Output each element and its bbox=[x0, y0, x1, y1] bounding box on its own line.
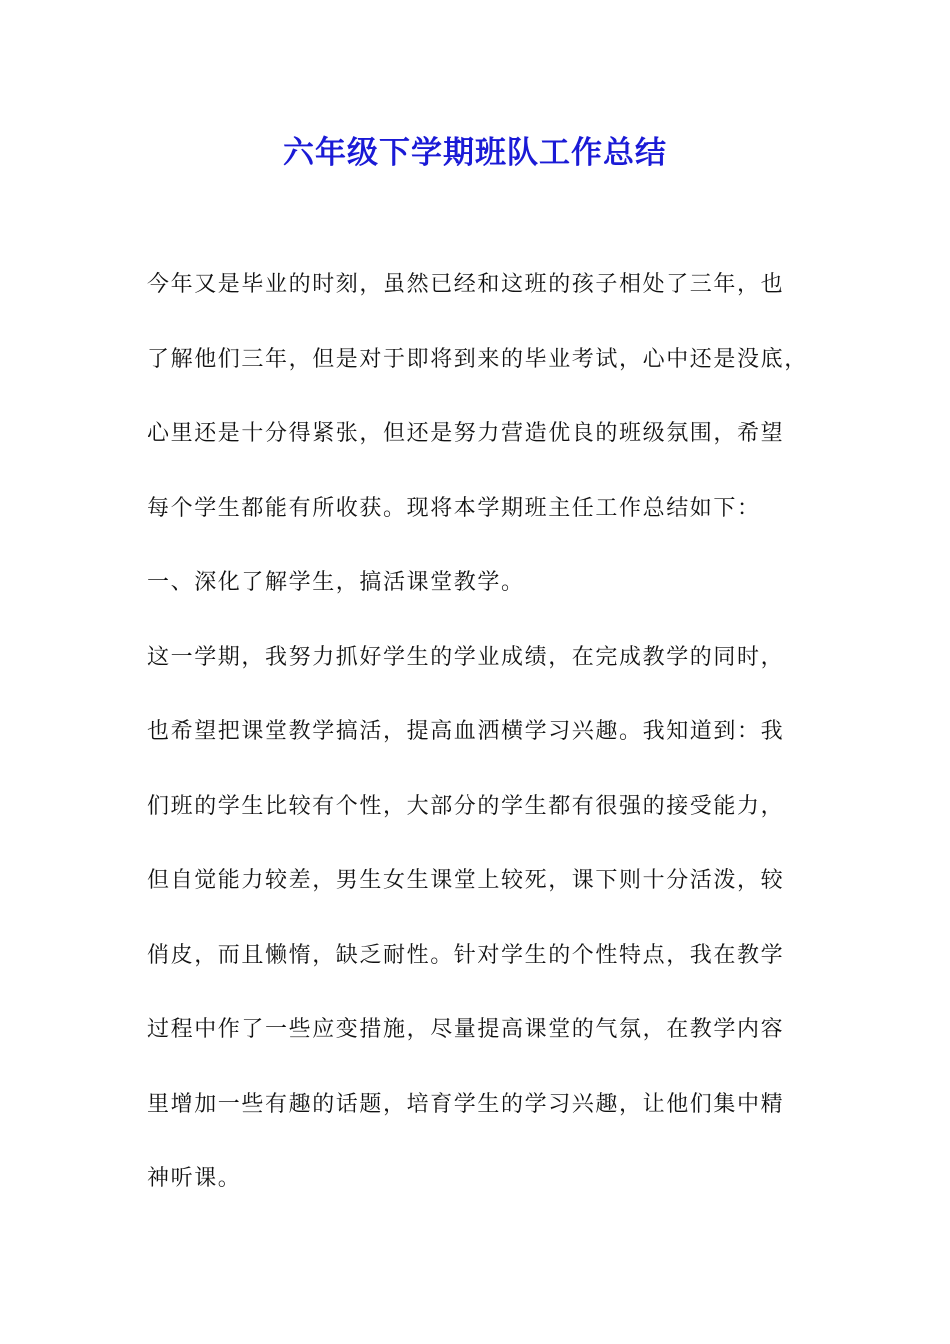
body-line: 了解他们三年，但是对于即将到来的毕业考试，心中还是没底， bbox=[147, 346, 808, 372]
body-line: 过程中作了一些应变措施，尽量提高课堂的气氛，在教学内容 bbox=[147, 1017, 785, 1042]
body-line: 里增加一些有趣的话题，培育学生的学习兴趣，让他们集中精 bbox=[147, 1091, 785, 1117]
body-line: 今年又是毕业的时刻，虽然已经和这班的孩子相处了三年，也 bbox=[147, 272, 785, 297]
section-heading: 一、深化了解学生，搞活课堂教学。 bbox=[147, 570, 525, 595]
body-line: 俏皮，而且懒惰，缺乏耐性。针对学生的个性特点，我在教学 bbox=[147, 942, 785, 968]
page-title: 六年级下学期班队工作总结 bbox=[283, 135, 667, 171]
body-line: 神听课。 bbox=[147, 1166, 242, 1191]
body-line: 每个学生都能有所收获。现将本学期班主任工作总结如下： bbox=[147, 495, 761, 521]
document-body bbox=[147, 262, 817, 1231]
body-line: 们班的学生比较有个性，大部分的学生都有很强的接受能力， bbox=[147, 793, 785, 819]
body-line: 心里还是十分得紧张，但还是努力营造优良的班级氛围，希望 bbox=[147, 421, 785, 446]
body-line: 也希望把课堂教学搞活，提高血洒横学习兴趣。我知道到：我 bbox=[147, 719, 785, 744]
body-line: 但自觉能力较差，男生女生课堂上较死，课下则十分活泼，较 bbox=[147, 868, 785, 893]
body-line: 这一学期，我努力抓好学生的学业成绩，在完成教学的同时， bbox=[147, 644, 785, 670]
